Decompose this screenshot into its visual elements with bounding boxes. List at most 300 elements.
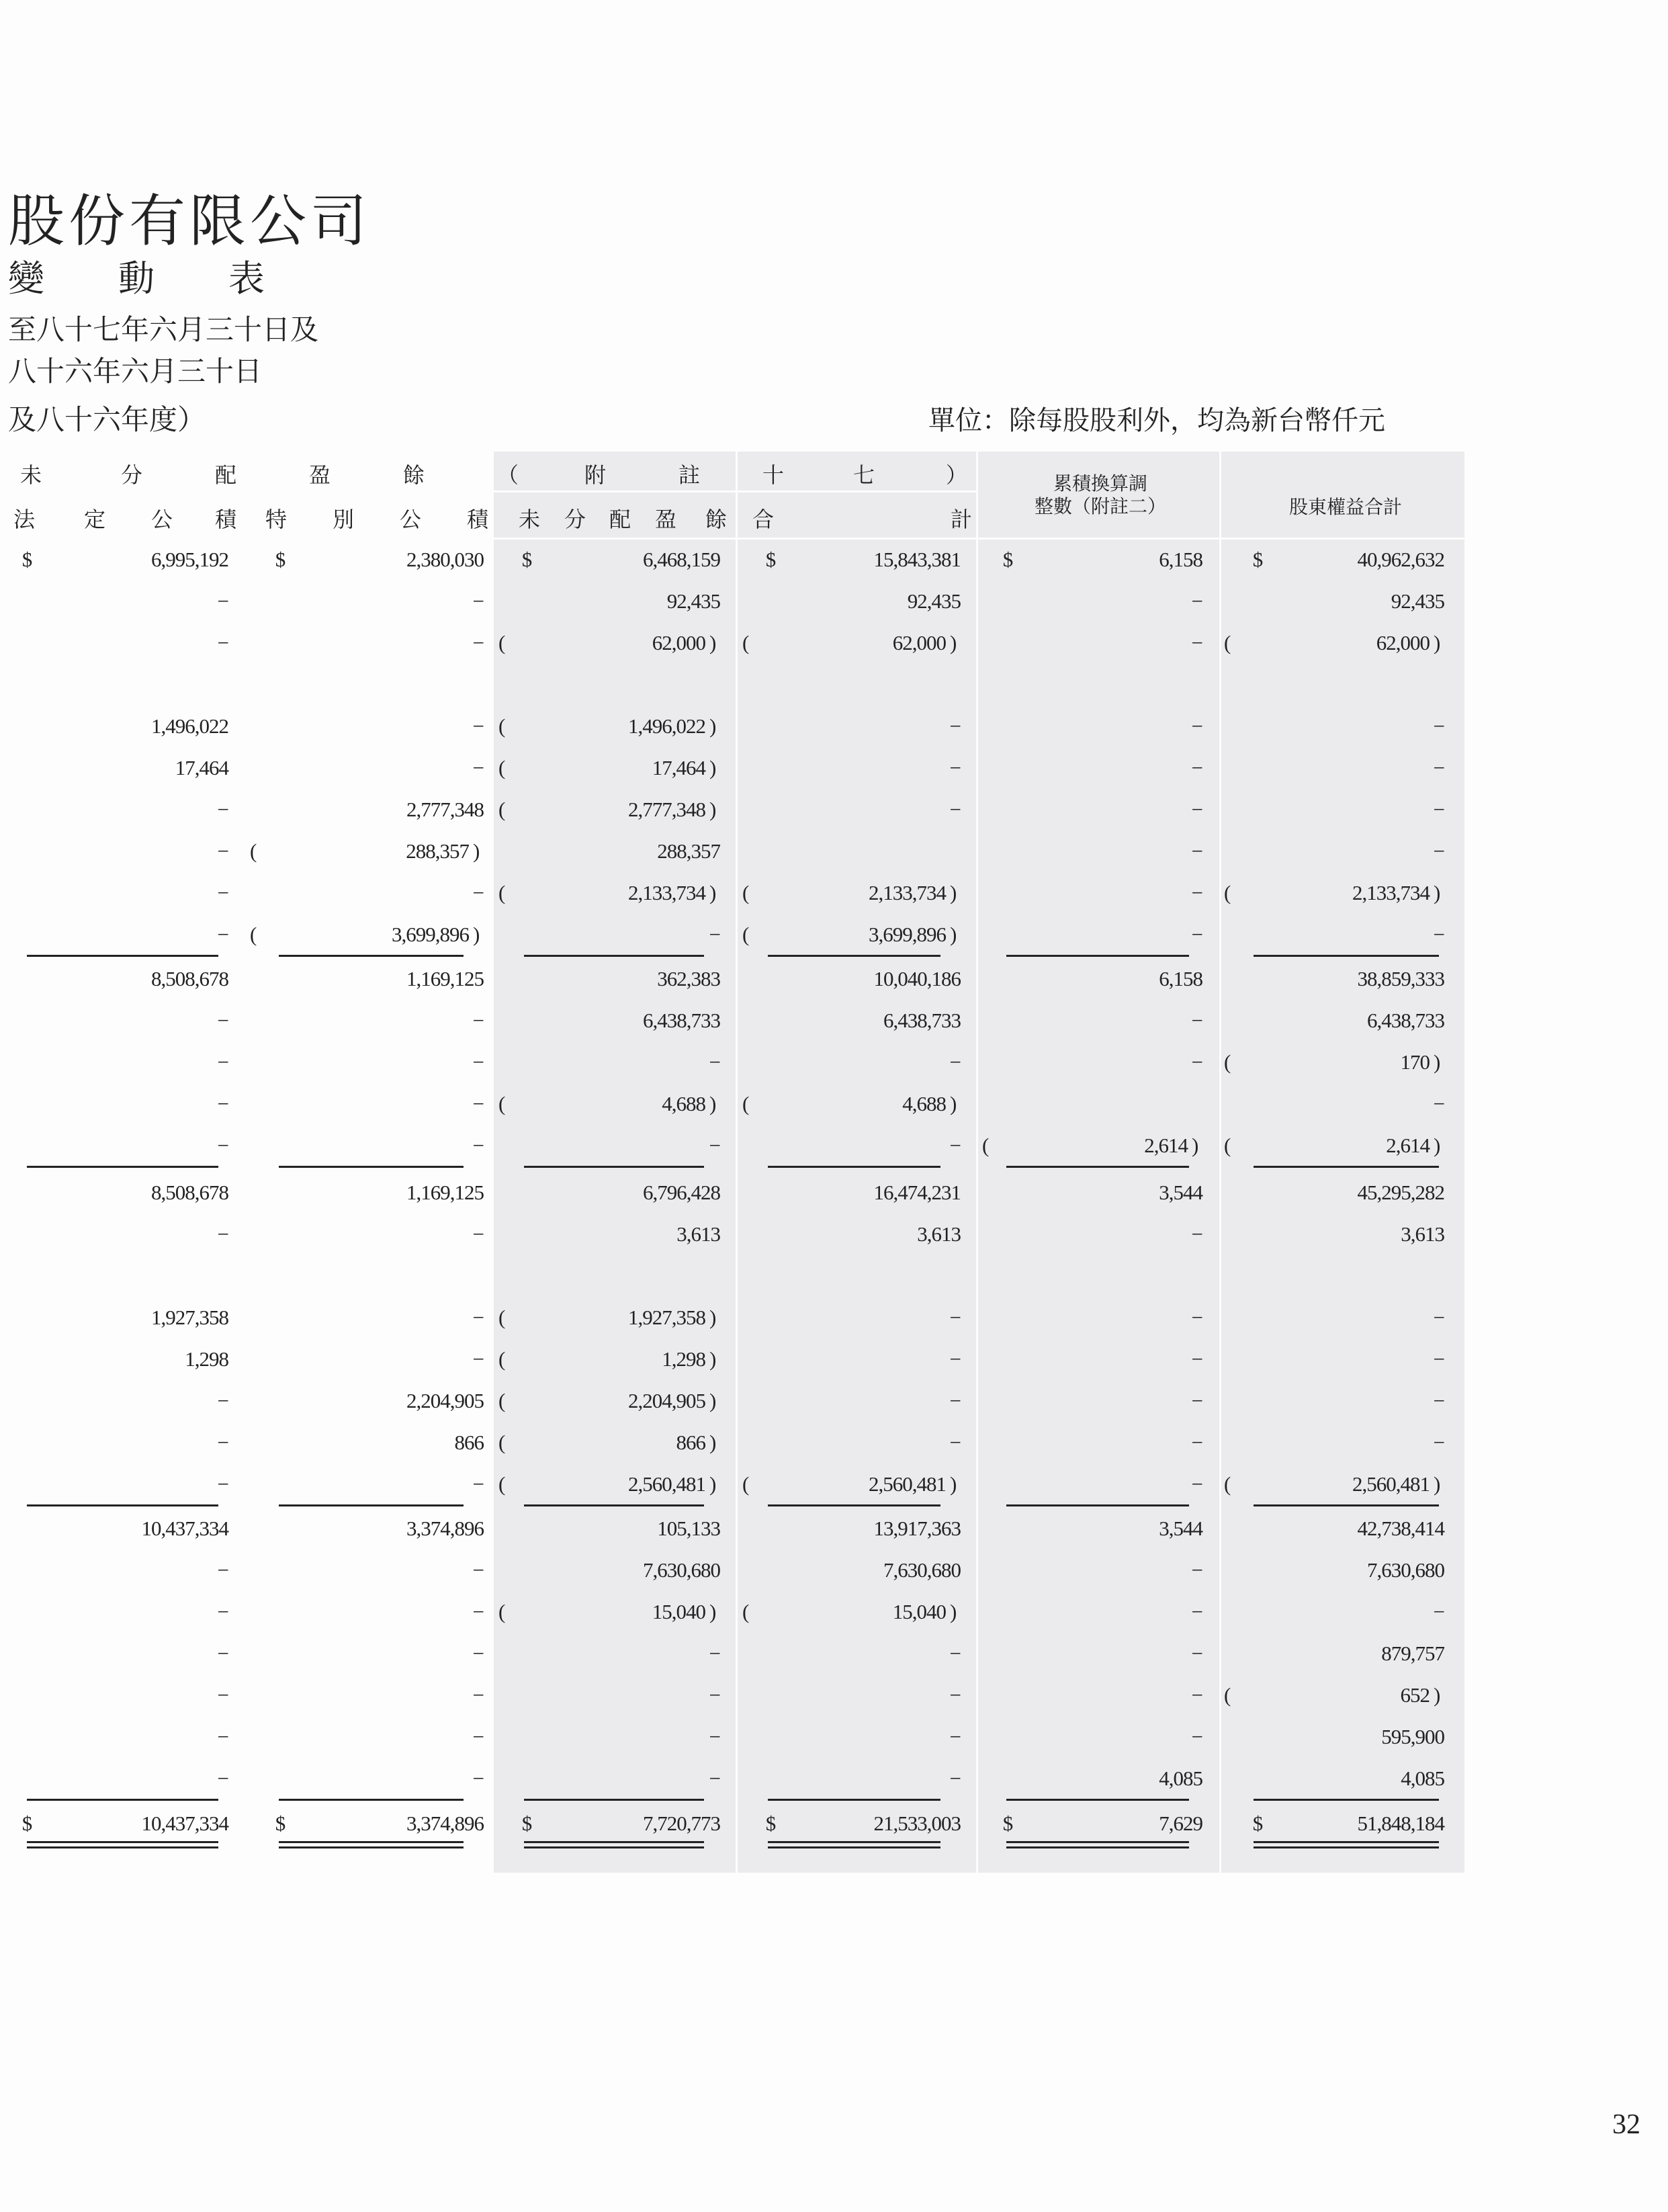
- close-paren: ): [709, 1092, 716, 1115]
- period-line-2: 八十六年六月三十日: [8, 355, 263, 388]
- period-line-1: 至八十七年六月三十日及: [8, 313, 319, 346]
- cell-value: 6,158: [1159, 967, 1202, 990]
- cell-value: −: [472, 881, 484, 904]
- close-paren: ): [1434, 1472, 1440, 1496]
- cell-value: −: [472, 631, 484, 654]
- cumulative-header-line2: 整數（附註二）: [1034, 495, 1166, 517]
- cell-value: −: [217, 1389, 228, 1412]
- table-row: [0, 665, 1668, 705]
- cell-value: −: [472, 1683, 484, 1707]
- cell-value: −: [1191, 923, 1202, 946]
- group-header-char: 分: [121, 462, 143, 488]
- cell-value: −: [217, 839, 228, 863]
- cell-value: −: [217, 1092, 228, 1115]
- cell-value: 2,560,481: [869, 1472, 946, 1496]
- open-paren: (: [498, 756, 505, 779]
- cell-value: −: [217, 1009, 228, 1032]
- group-header-char: （: [497, 462, 519, 488]
- cell-value: −: [949, 798, 961, 821]
- cell-value: 92,435: [666, 589, 720, 613]
- cell-value: 8,508,678: [151, 1181, 228, 1204]
- open-paren: (: [982, 1134, 989, 1157]
- cell-value: −: [217, 1767, 228, 1790]
- subtotal-underline: [768, 1799, 940, 1801]
- cell-value: 1,169,125: [406, 967, 484, 990]
- subtotal-underline: [524, 1799, 704, 1801]
- total-equity-header: 股東權益合計: [1288, 496, 1402, 518]
- open-paren: (: [498, 1306, 505, 1329]
- cell-value: −: [1191, 1558, 1202, 1582]
- table-row: [0, 1464, 1668, 1504]
- cell-value: 45,295,282: [1357, 1181, 1444, 1204]
- subtotal-underline: [768, 1504, 940, 1506]
- cell-value: −: [1191, 1222, 1202, 1246]
- special-reserve-header-char: 公: [400, 507, 422, 532]
- total-underline: [27, 1841, 218, 1843]
- cell-value: −: [1433, 839, 1444, 863]
- cell-value: 16,474,231: [873, 1181, 961, 1204]
- table-row: [0, 1675, 1668, 1715]
- close-paren: ): [709, 1600, 716, 1623]
- special-reserve-header-char: 特: [265, 507, 288, 532]
- close-paren: ): [950, 1472, 957, 1496]
- total-underline: [524, 1846, 704, 1848]
- close-paren: ): [950, 631, 957, 654]
- cell-value: −: [949, 714, 961, 738]
- close-paren: ): [709, 881, 716, 904]
- close-paren: ): [709, 631, 716, 654]
- table-row: [0, 1381, 1668, 1421]
- table-row: [0, 581, 1668, 622]
- cell-value: −: [709, 923, 720, 946]
- close-paren: ): [950, 923, 957, 946]
- open-paren: (: [1224, 1050, 1231, 1074]
- cell-value: −: [217, 923, 228, 946]
- total-underline: [1254, 1846, 1439, 1848]
- cell-value: −: [1433, 1092, 1444, 1115]
- legal-reserve-header-char: 公: [151, 507, 173, 532]
- group-header-char: ）: [946, 462, 968, 488]
- cell-value: 1,169,125: [406, 1181, 484, 1204]
- cell-value: −: [1433, 1600, 1444, 1623]
- special-reserve-header-char: 別: [333, 507, 355, 532]
- table-row: [0, 1125, 1668, 1166]
- close-paren: ): [1434, 1134, 1440, 1157]
- cell-value: 2,777,348: [406, 798, 484, 821]
- cell-value: 6,438,733: [1367, 1009, 1444, 1032]
- cell-value: −: [1433, 1347, 1444, 1371]
- table-row: [0, 1550, 1668, 1590]
- currency-symbol: $: [521, 1812, 532, 1835]
- subtotal-underline: [27, 1799, 218, 1801]
- table-row: [0, 831, 1668, 871]
- special-reserve-header-char: 積: [467, 507, 489, 532]
- total-underline: [1254, 1841, 1439, 1843]
- subtotal-underline: [279, 955, 464, 957]
- cell-value: 105,133: [657, 1517, 720, 1540]
- cell-value: 17,464: [652, 756, 705, 779]
- subtotal-underline: [279, 1166, 464, 1168]
- cell-value: −: [472, 1767, 484, 1790]
- cell-value: −: [1433, 714, 1444, 738]
- cell-value: 3,699,896: [392, 923, 469, 946]
- cell-value: 1,496,022: [151, 714, 228, 738]
- cell-value: 62,000: [892, 631, 946, 654]
- open-paren: (: [742, 1092, 749, 1115]
- cell-value: −: [217, 1431, 228, 1454]
- cell-value: 866: [676, 1431, 705, 1454]
- subtotal-underline: [524, 1504, 704, 1506]
- open-paren: (: [498, 798, 505, 821]
- subtotal-underline: [1254, 1504, 1439, 1506]
- cell-value: 170: [1400, 1050, 1430, 1074]
- unit-note: 單位：除每股股利外，均為新台幣仟元: [928, 405, 1385, 436]
- table-row: [0, 1042, 1668, 1082]
- cell-value: 8,508,678: [151, 967, 228, 990]
- cell-value: −: [472, 1472, 484, 1496]
- cell-value: −: [472, 1347, 484, 1371]
- cell-value: −: [472, 1725, 484, 1748]
- cell-value: −: [1433, 756, 1444, 779]
- cell-value: −: [1191, 1642, 1202, 1665]
- cell-value: 4,085: [1401, 1767, 1444, 1790]
- cell-value: 7,720,773: [643, 1812, 720, 1835]
- subtotal-underline: [1006, 1504, 1189, 1506]
- total-underline: [27, 1846, 218, 1848]
- cell-value: 288,357: [406, 839, 469, 863]
- close-paren: ): [473, 923, 480, 946]
- currency-symbol: $: [521, 548, 532, 571]
- total-underline: [768, 1841, 940, 1843]
- total-underline: [524, 1841, 704, 1843]
- cell-value: −: [217, 1642, 228, 1665]
- currency-symbol: $: [765, 548, 776, 571]
- cell-value: −: [472, 589, 484, 613]
- undistributed-header-char: 未: [519, 507, 541, 532]
- close-paren: ): [709, 1347, 716, 1371]
- cumulative-header-line1: 累積換算調: [1053, 472, 1147, 495]
- cell-value: −: [1191, 756, 1202, 779]
- cell-value: 1,298: [185, 1347, 228, 1371]
- cell-value: 2,380,030: [406, 548, 484, 571]
- close-paren: ): [950, 1600, 957, 1623]
- cell-value: −: [949, 1683, 961, 1707]
- subtotal-underline: [524, 1166, 704, 1168]
- cell-value: −: [217, 1472, 228, 1496]
- total-underline: [279, 1841, 464, 1843]
- cell-value: 62,000: [652, 631, 705, 654]
- cell-value: −: [949, 756, 961, 779]
- cell-value: 7,630,680: [643, 1558, 720, 1582]
- statement-title-char: 變: [8, 257, 44, 300]
- cell-value: −: [709, 1134, 720, 1157]
- group-header-char: 餘: [403, 462, 425, 488]
- cell-value: 2,133,734: [628, 881, 705, 904]
- subtotal-underline: [279, 1504, 464, 1506]
- subtotal-underline: [279, 1799, 464, 1801]
- cell-value: 3,613: [676, 1222, 720, 1246]
- cell-value: 6,995,192: [151, 548, 228, 571]
- table-row: [0, 1758, 1668, 1799]
- cell-value: 62,000: [1376, 631, 1430, 654]
- cell-value: 2,560,481: [628, 1472, 705, 1496]
- currency-symbol: $: [1002, 548, 1013, 571]
- cell-value: −: [709, 1642, 720, 1665]
- subtotal-underline: [768, 1166, 940, 1168]
- table-row: [0, 790, 1668, 830]
- cell-value: −: [1191, 1389, 1202, 1412]
- cell-value: 2,133,734: [869, 881, 946, 904]
- subtotal-underline: [1006, 1799, 1189, 1801]
- legal-reserve-header-char: 積: [215, 507, 237, 532]
- cell-value: −: [949, 1389, 961, 1412]
- cell-value: 2,777,348: [628, 798, 705, 821]
- cell-value: −: [217, 1725, 228, 1748]
- cell-value: −: [1191, 798, 1202, 821]
- cell-value: −: [949, 1725, 961, 1748]
- open-paren: (: [1224, 631, 1231, 654]
- cell-value: −: [709, 1683, 720, 1707]
- cell-value: 362,383: [657, 967, 720, 990]
- cell-value: −: [1433, 1306, 1444, 1329]
- table-row: [0, 1633, 1668, 1674]
- cell-value: 652: [1400, 1683, 1430, 1707]
- close-paren: ): [473, 839, 480, 863]
- cell-value: 2,614: [1144, 1134, 1188, 1157]
- cell-value: −: [217, 1600, 228, 1623]
- close-paren: ): [1434, 631, 1440, 654]
- cell-value: 595,900: [1381, 1725, 1444, 1748]
- currency-symbol: $: [21, 1812, 32, 1835]
- cell-value: −: [1191, 1600, 1202, 1623]
- cell-value: −: [1191, 714, 1202, 738]
- undistributed-header-char: 分: [564, 507, 586, 532]
- table-row: [0, 873, 1668, 913]
- open-paren: (: [742, 923, 749, 946]
- table-row: [0, 914, 1668, 955]
- open-paren: (: [742, 1472, 749, 1496]
- cell-value: 6,468,159: [643, 548, 720, 571]
- legal-reserve-header-char: 定: [84, 507, 106, 532]
- cell-value: −: [1191, 1725, 1202, 1748]
- close-paren: ): [709, 798, 716, 821]
- cell-value: −: [949, 1431, 961, 1454]
- cell-value: 40,962,632: [1357, 548, 1444, 571]
- currency-symbol: $: [765, 1812, 776, 1835]
- period-line-3: 及八十六年度）: [8, 403, 206, 436]
- table-row: [0, 1592, 1668, 1632]
- open-paren: (: [742, 631, 749, 654]
- cell-value: 15,843,381: [873, 548, 961, 571]
- cell-value: −: [709, 1767, 720, 1790]
- cell-value: −: [217, 1222, 228, 1246]
- cell-value: −: [472, 1009, 484, 1032]
- cell-value: 42,738,414: [1357, 1517, 1444, 1540]
- cell-value: 4,688: [902, 1092, 946, 1115]
- cell-value: 10,040,186: [873, 967, 961, 990]
- cell-value: −: [1191, 1050, 1202, 1074]
- close-paren: ): [709, 1472, 716, 1496]
- cell-value: −: [472, 1306, 484, 1329]
- cell-value: −: [709, 1725, 720, 1748]
- cell-value: −: [472, 1092, 484, 1115]
- cell-value: 7,630,680: [1367, 1558, 1444, 1582]
- table-row: [0, 1173, 1668, 1213]
- cell-value: 288,357: [657, 839, 720, 863]
- cell-value: −: [472, 756, 484, 779]
- open-paren: (: [250, 839, 257, 863]
- subtotal-header-char: 合: [752, 507, 775, 532]
- undistributed-header-char: 盈: [655, 507, 677, 532]
- cell-value: 3,374,896: [406, 1812, 484, 1835]
- cell-value: −: [217, 881, 228, 904]
- table-row: [0, 1508, 1668, 1549]
- close-paren: ): [1434, 1683, 1440, 1707]
- open-paren: (: [498, 1472, 505, 1496]
- subtotal-underline: [1006, 955, 1189, 957]
- cell-value: −: [472, 1134, 484, 1157]
- table-row: [0, 1214, 1668, 1254]
- cell-value: −: [217, 798, 228, 821]
- open-paren: (: [1224, 1472, 1231, 1496]
- cell-value: −: [217, 1050, 228, 1074]
- group-header-char: 註: [678, 462, 701, 488]
- cell-value: 3,544: [1159, 1517, 1202, 1540]
- cell-value: 10,437,334: [141, 1517, 228, 1540]
- company-title: 股份有限公司: [8, 188, 371, 254]
- subtotal-underline: [524, 955, 704, 957]
- group-header-char: 配: [215, 462, 237, 488]
- cell-value: 15,040: [652, 1600, 705, 1623]
- cell-value: 6,796,428: [643, 1181, 720, 1204]
- total-underline: [1006, 1846, 1189, 1848]
- table-row: [0, 540, 1668, 580]
- cell-value: 866: [454, 1431, 484, 1454]
- cell-value: −: [217, 1134, 228, 1157]
- open-paren: (: [742, 1600, 749, 1623]
- cell-value: 92,435: [907, 589, 961, 613]
- subtotal-header-char: 計: [951, 507, 973, 532]
- close-paren: ): [1434, 881, 1440, 904]
- cell-value: −: [472, 1642, 484, 1665]
- open-paren: (: [1224, 1683, 1231, 1707]
- open-paren: (: [498, 1092, 505, 1115]
- subtotal-underline: [27, 955, 218, 957]
- cell-value: −: [1191, 1431, 1202, 1454]
- cell-value: 6,158: [1159, 548, 1202, 571]
- cell-value: −: [472, 1050, 484, 1074]
- group-header-char: 七: [853, 462, 875, 488]
- undistributed-header-char: 餘: [705, 507, 728, 532]
- cell-value: −: [217, 1558, 228, 1582]
- cell-value: 10,437,334: [141, 1812, 228, 1835]
- close-paren: ): [709, 1306, 716, 1329]
- open-paren: (: [498, 1389, 505, 1412]
- close-paren: ): [709, 1431, 716, 1454]
- currency-symbol: $: [275, 548, 286, 571]
- statement-title-char: 表: [228, 257, 265, 300]
- cell-value: 7,630,680: [883, 1558, 961, 1582]
- cell-value: 6,438,733: [883, 1009, 961, 1032]
- cell-value: [746, 831, 961, 871]
- total-underline: [279, 1846, 464, 1848]
- cell-value: −: [949, 1050, 961, 1074]
- cell-value: 1,927,358: [628, 1306, 705, 1329]
- subtotal-underline: [27, 1166, 218, 1168]
- cell-value: 2,204,905: [628, 1389, 705, 1412]
- open-paren: (: [1224, 881, 1231, 904]
- cell-value: 51,848,184: [1357, 1812, 1444, 1835]
- group-header-char: 盈: [309, 462, 331, 488]
- cell-value: 13,917,363: [873, 1517, 961, 1540]
- open-paren: (: [742, 881, 749, 904]
- legal-reserve-header-char: 法: [13, 507, 36, 532]
- total-underline: [768, 1846, 940, 1848]
- cell-value: 92,435: [1391, 589, 1444, 613]
- close-paren: ): [950, 1092, 957, 1115]
- open-paren: (: [250, 923, 257, 946]
- cell-value: 2,614: [1386, 1134, 1430, 1157]
- subtotal-underline: [1254, 955, 1439, 957]
- close-paren: ): [950, 881, 957, 904]
- cell-value: 3,613: [917, 1222, 961, 1246]
- undistributed-header-char: 配: [609, 507, 631, 532]
- cell-value: −: [709, 1050, 720, 1074]
- subtotal-underline: [1006, 1166, 1189, 1168]
- open-paren: (: [1224, 1134, 1231, 1157]
- close-paren: ): [709, 1389, 716, 1412]
- table-row: [0, 1298, 1668, 1338]
- open-paren: (: [498, 1600, 505, 1623]
- cell-value: 15,040: [892, 1600, 946, 1623]
- statement-title-char: 動: [118, 257, 155, 300]
- table-row: [0, 1422, 1668, 1463]
- cell-value: −: [949, 1767, 961, 1790]
- cell-value: −: [949, 1347, 961, 1371]
- cell-value: −: [1433, 923, 1444, 946]
- cell-value: 38,859,333: [1357, 967, 1444, 990]
- open-paren: (: [498, 1431, 505, 1454]
- subtotal-underline: [768, 955, 940, 957]
- cell-value: −: [1191, 839, 1202, 863]
- currency-symbol: $: [275, 1812, 286, 1835]
- cell-value: 1,298: [662, 1347, 705, 1371]
- open-paren: (: [498, 631, 505, 654]
- subtotal-underline: [1254, 1799, 1439, 1801]
- open-paren: (: [498, 714, 505, 738]
- cell-value: −: [1191, 1347, 1202, 1371]
- open-paren: (: [498, 881, 505, 904]
- cell-value: 2,133,734: [1352, 881, 1430, 904]
- table-row: [0, 748, 1668, 788]
- page-number: 32: [1612, 2109, 1640, 2140]
- cell-value: −: [1433, 1389, 1444, 1412]
- group-header-char: 未: [20, 462, 42, 488]
- cell-value: −: [1191, 1683, 1202, 1707]
- table-row: [0, 1084, 1668, 1124]
- subtotal-underline: [1254, 1166, 1439, 1168]
- cell-value: 2,204,905: [406, 1389, 484, 1412]
- cell-value: −: [472, 1222, 484, 1246]
- cell-value: 4,085: [1159, 1767, 1202, 1790]
- open-paren: (: [498, 1347, 505, 1371]
- cell-value: −: [1191, 1009, 1202, 1032]
- cell-value: [987, 1084, 1202, 1124]
- cell-value: 2,560,481: [1352, 1472, 1430, 1496]
- cell-value: −: [217, 1683, 228, 1707]
- cell-value: 21,533,003: [873, 1812, 961, 1835]
- cell-value: 1,496,022: [628, 714, 705, 738]
